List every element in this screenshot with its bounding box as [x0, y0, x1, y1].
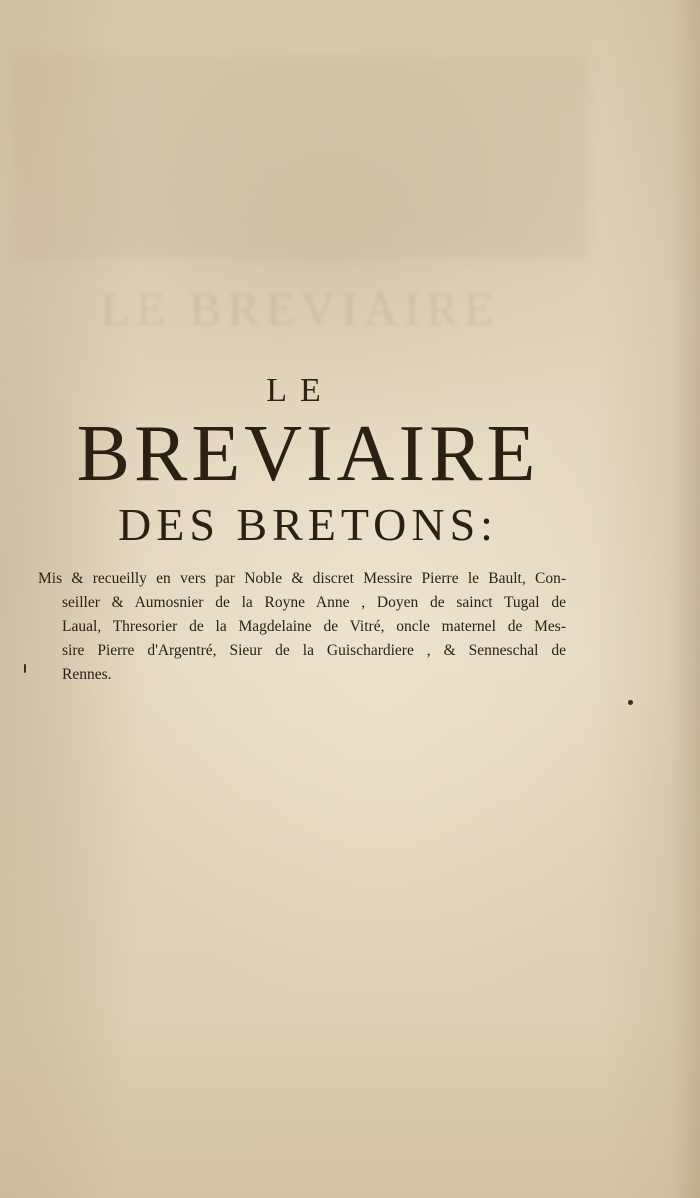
body-paragraph [38, 567, 566, 687]
ink-speck [24, 664, 26, 673]
body-line: Mis & recueilly en vers par Noble & discret Messire Pierre le Bault, Con- [38, 570, 566, 587]
body-line: Rennes. [62, 666, 112, 683]
title-article: LE [266, 372, 334, 409]
title-subtitle: DES BRETONS: [118, 499, 498, 550]
page-edge-shadow [670, 0, 700, 1198]
title-main: BREVIAIRE [76, 410, 540, 498]
show-through-block [15, 55, 590, 260]
ink-speck [628, 700, 633, 705]
show-through-title: LE BREVIAIRE [100, 283, 500, 336]
body-line: sire Pierre d'Argentré, Sieur de la Guischardiere , & Senneschal de [62, 642, 566, 659]
body-line: seiller & Aumosnier de la Royne Anne , Doyen de sainct Tugal de [62, 594, 566, 611]
body-line: Laual, Thresorier de la Magdelaine de Vitré, oncle maternel de Mes- [62, 618, 566, 635]
